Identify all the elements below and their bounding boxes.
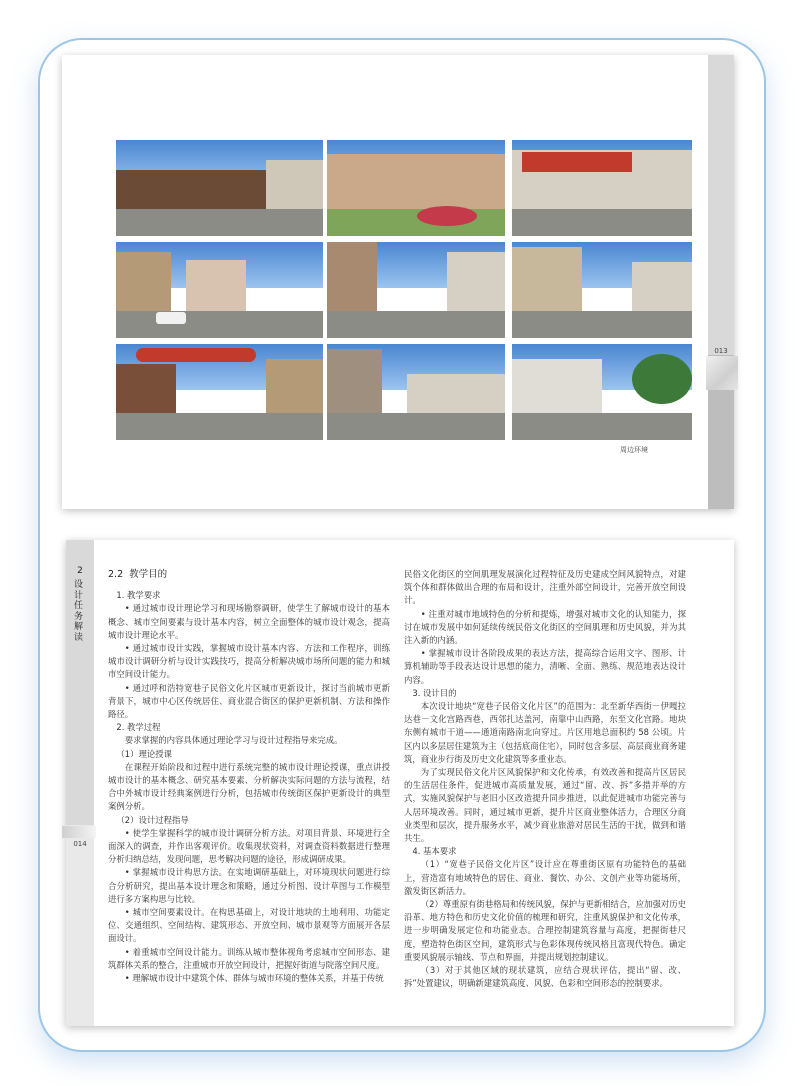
street-photo-6	[512, 242, 692, 338]
paragraph: 4. 基本要求	[412, 846, 457, 857]
paragraph: • 理解城市设计中建筑个体、群体与城市环境的整体关系，并基于传统	[124, 973, 384, 984]
paragraph: （1）理论授课	[116, 748, 172, 759]
page-curl	[706, 356, 738, 390]
street-photo-4	[116, 242, 323, 338]
page-number-top: 013	[714, 347, 728, 355]
photo-caption: 周边环境	[620, 446, 648, 454]
page-curl-bottom	[62, 826, 96, 838]
paragraph: 要求掌握的内容具体通过理论学习与设计过程指导来完成。	[124, 735, 343, 746]
text-column-left	[108, 568, 390, 985]
chapter-title: 设计任务解读	[74, 580, 84, 643]
paragraph: 1. 教学要求	[116, 590, 161, 601]
street-photo-8	[327, 344, 505, 440]
side-tab-top	[708, 55, 734, 509]
chapter-number: 2	[77, 566, 83, 576]
text-column-right	[404, 568, 686, 991]
street-photo-3	[512, 140, 692, 236]
street-photo-9	[512, 344, 692, 440]
photo-grid	[116, 140, 692, 442]
paragraph: 在课程开始阶段和过程中进行系统完整的城市设计理论授课，重点讲授城市设计的基本概念、研究基本要素、分析解决实际问题的方法与流程，结合中外城市设计经典案例进行分析，包括城市传统街区保护更新设计的典型案例分析。	[108, 761, 390, 812]
paragraph: （2）尊重原有街巷格局和传统风貌，保护与更新相结合，应加强对历史沿革、地方特色和历史文化价值的梳理和研究，注重风貌保护和文化传承，进一步明确发展定位和功能业态。合理控制建筑容量与高度，把握街巷尺度，塑造特色街区空间，建筑形式与色彩体现传统风格且富现代特色。确定重要风貌展示轴线、节点和界面，并提出规划控制建议。	[404, 899, 686, 962]
paragraph: 2. 教学过程	[116, 722, 161, 733]
paragraph: 本次设计地块“宽巷子民俗文化片区”的范围为：北至新华西街－伊嘎拉达巷－文化宫路西巷，西邻扎达盖河，南靠中山西路，东至文化宫路。地块东侧有城市干道——通道南路南北向穿过。片区用地总面积约 58 公顷。片区内以多层居住建筑为主（包括底商住宅），同时包含多层、高层商业商务建筑，商业步行街及历史文化建筑等多重业态。	[404, 701, 686, 764]
paragraph: • 着重城市空间设计能力。训练从城市整体视角考虑城市空间形态、建筑群体关系的整合，注重城市开放空间设计，把握好街道与院落空间尺度。	[108, 946, 390, 970]
paragraph: （3）对于其他区域的现状建筑，应结合现状评估，提出“留、改、拆”处置建议，明确新建建筑高度、风貌、色彩和空间形态的控制要求。	[404, 965, 686, 989]
paragraph: 民俗文化街区的空间肌理发展演化过程特征及历史建成空间风貌特点，对建筑个体和群体做出合理的布局和设计，注重外部空间设计，完善开放空间设计。	[404, 569, 686, 606]
paragraph: （2）设计过程指导	[116, 814, 189, 825]
paragraph: • 使学生掌握科学的城市设计调研分析方法。对项目背景、环境进行全面深入的调查，并作出客观评价。收集现状资料，对调查资料数据进行整理分析归纳总结，发现问题，思考解决问题的途径，形成调研成果。	[108, 827, 390, 865]
paragraph: （1）“宽巷子民俗文化片区”设计应在尊重街区原有功能特色的基础上，营造富有地域特色的居住、商业、餐饮、办公、文创产业等功能场所，激发街区新活力。	[404, 859, 686, 896]
street-photo-5	[327, 242, 505, 338]
paragraph: • 掌握城市设计各阶段成果的表达方法，提高综合运用文字、图形、计算机辅助等手段表达设计思想的能力，清晰、全面、熟练、规范地表达设计内容。	[404, 648, 686, 685]
paragraph: 3. 设计目的	[412, 687, 457, 698]
street-photo-1	[116, 140, 323, 236]
paragraph: • 注重对城市地域特色的分析和提炼，增强对城市文化的认知能力，探讨在城市发展中如何延续传统民俗文化街区的空间肌理和历史风貌，并为其注入新的内涵。	[404, 608, 686, 646]
paragraph: • 城市空间要素设计。在构思基础上，对设计地块的土地利用、功能定位、交通组织、空间结构、建筑形态、开放空间、城市景观等方面展开各层面设计。	[108, 907, 390, 944]
paragraph: • 通过城市设计理论学习和现场勘察调研，使学生了解城市设计的基本概念、城市空间要素与设计基本内容，树立全面整体的城市设计观念，提高城市设计理论水平。	[108, 603, 390, 640]
street-photo-2	[327, 140, 505, 236]
section-heading: 2.2 教学目的	[108, 569, 168, 580]
paragraph: • 掌握城市设计构思方法。在实地调研基础上，对环境现状问题进行综合分析研究，提出基本设计理念和策略，通过分析图、设计草图与工作模型进行多方案构思与比较。	[108, 867, 390, 904]
paragraph: • 通过呼和浩特宽巷子民俗文化片区城市更新设计，探讨当前城市更新背景下，城市中心区传统居住、商业混合街区的保护更新机制、方法和操作路径。	[108, 682, 390, 720]
paragraph: • 通过城市设计实践，掌握城市设计基本内容、方法和工作程序，训练城市设计调研分析与设计实践技巧，提高分析解决城市场所问题的能力和城市空间设计能力。	[108, 643, 390, 680]
paragraph: 为了实现民俗文化片区风貌保护和文化传承，有效改善和提高片区居民的生活居住条件，促进城市高质量发展，通过“留、改、拆”多措并举的方式，实施风貌保护与老旧小区改造提升同步推进，以此促进城市功能完善与人居环境改善。同时，通过城市更新，提升片区商业整体活力，合理区分商业类型和层次，提升服务水平，减少商业旅游对居民生活的干扰，做到和谐共生。	[404, 767, 686, 844]
page-number-bottom: 014	[73, 840, 87, 848]
street-photo-7	[116, 344, 323, 440]
